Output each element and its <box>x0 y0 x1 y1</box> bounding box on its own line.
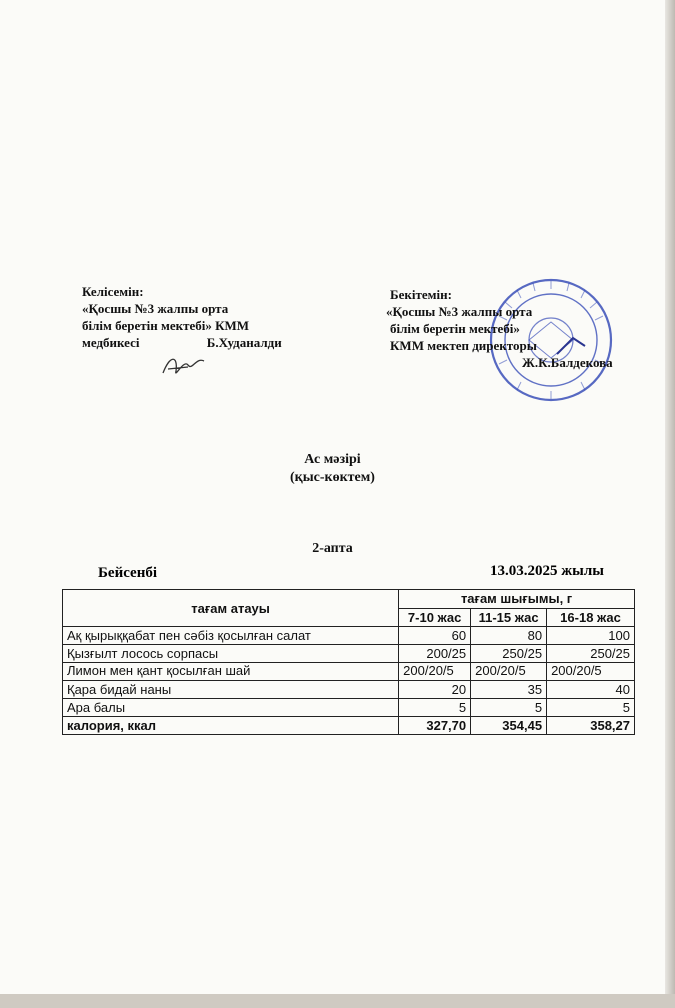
table-row <box>63 663 635 681</box>
table-row <box>63 699 635 717</box>
portion-value: 5 <box>399 699 471 717</box>
portion-value: 35 <box>471 681 547 699</box>
agree-line-2: білім беретін мектебі» КММ <box>82 318 250 333</box>
portion-value: 250/25 <box>471 645 547 663</box>
age-header-11-15: 11-15 жас <box>471 608 547 627</box>
season-subtitle: (қыс-көктем) <box>290 470 375 485</box>
portion-value: 5 <box>547 699 635 717</box>
age-header-7-10: 7-10 жас <box>399 608 471 627</box>
approve-heading: Бекітемін: <box>390 287 452 302</box>
week-label: 2-апта <box>312 541 353 556</box>
menu-title: Ас мәзірі <box>304 452 361 467</box>
weekday-label: Бейсенбі <box>98 565 158 581</box>
calorie-total-row <box>63 717 635 735</box>
portion-value: 100 <box>547 627 635 645</box>
dish-name: Ара балы <box>63 699 399 717</box>
age-header-16-18: 16-18 жас <box>547 608 635 627</box>
col-header-dish: тағам атауы <box>63 590 399 627</box>
calorie-value: 358,27 <box>547 717 635 735</box>
approve-line-3: КММ мектеп директоры <box>390 338 537 353</box>
dish-name: Лимон мен қант қосылған шай <box>63 663 399 681</box>
date-label: 13.03.2025 жылы <box>490 563 604 579</box>
approve-line-1: «Қосшы №3 жалпы орта <box>386 304 533 319</box>
approval-block <box>386 286 613 371</box>
portion-value: 200/20/5 <box>471 663 547 681</box>
portion-value: 80 <box>471 627 547 645</box>
approve-name: Ж.К.Балдекова <box>522 355 613 370</box>
agreement-block <box>82 283 282 351</box>
menu-table <box>62 589 635 735</box>
dish-name: Қызғылт лосось сорпасы <box>63 645 399 663</box>
portion-value: 40 <box>547 681 635 699</box>
portion-value: 60 <box>399 627 471 645</box>
calorie-value: 354,45 <box>471 717 547 735</box>
calorie-value: 327,70 <box>399 717 471 735</box>
portion-value: 5 <box>471 699 547 717</box>
portion-value: 200/25 <box>399 645 471 663</box>
nurse-signature <box>158 351 208 381</box>
agree-heading: Келісемін: <box>82 284 144 299</box>
table-row <box>63 681 635 699</box>
portion-value: 20 <box>399 681 471 699</box>
agree-role: медбикесі <box>82 335 140 350</box>
dish-name: Ақ қырыққабат пен сәбіз қосылған салат <box>63 627 399 645</box>
table-row <box>63 627 635 645</box>
agree-name: Б.Худаналди <box>206 335 282 350</box>
background-surface <box>0 994 675 1008</box>
calorie-label: калория, ккал <box>63 717 399 735</box>
col-header-yield: тағам шығымы, г <box>399 590 635 609</box>
portion-value: 250/25 <box>547 645 635 663</box>
portion-value: 200/20/5 <box>547 663 635 681</box>
agree-line-1: «Қосшы №3 жалпы орта <box>82 301 229 316</box>
dish-name: Қара бидай наны <box>63 681 399 699</box>
portion-value: 200/20/5 <box>399 663 471 681</box>
table-row <box>63 645 635 663</box>
approve-line-2: білім беретін мектебі» <box>390 321 520 336</box>
page-edge <box>665 0 675 1008</box>
